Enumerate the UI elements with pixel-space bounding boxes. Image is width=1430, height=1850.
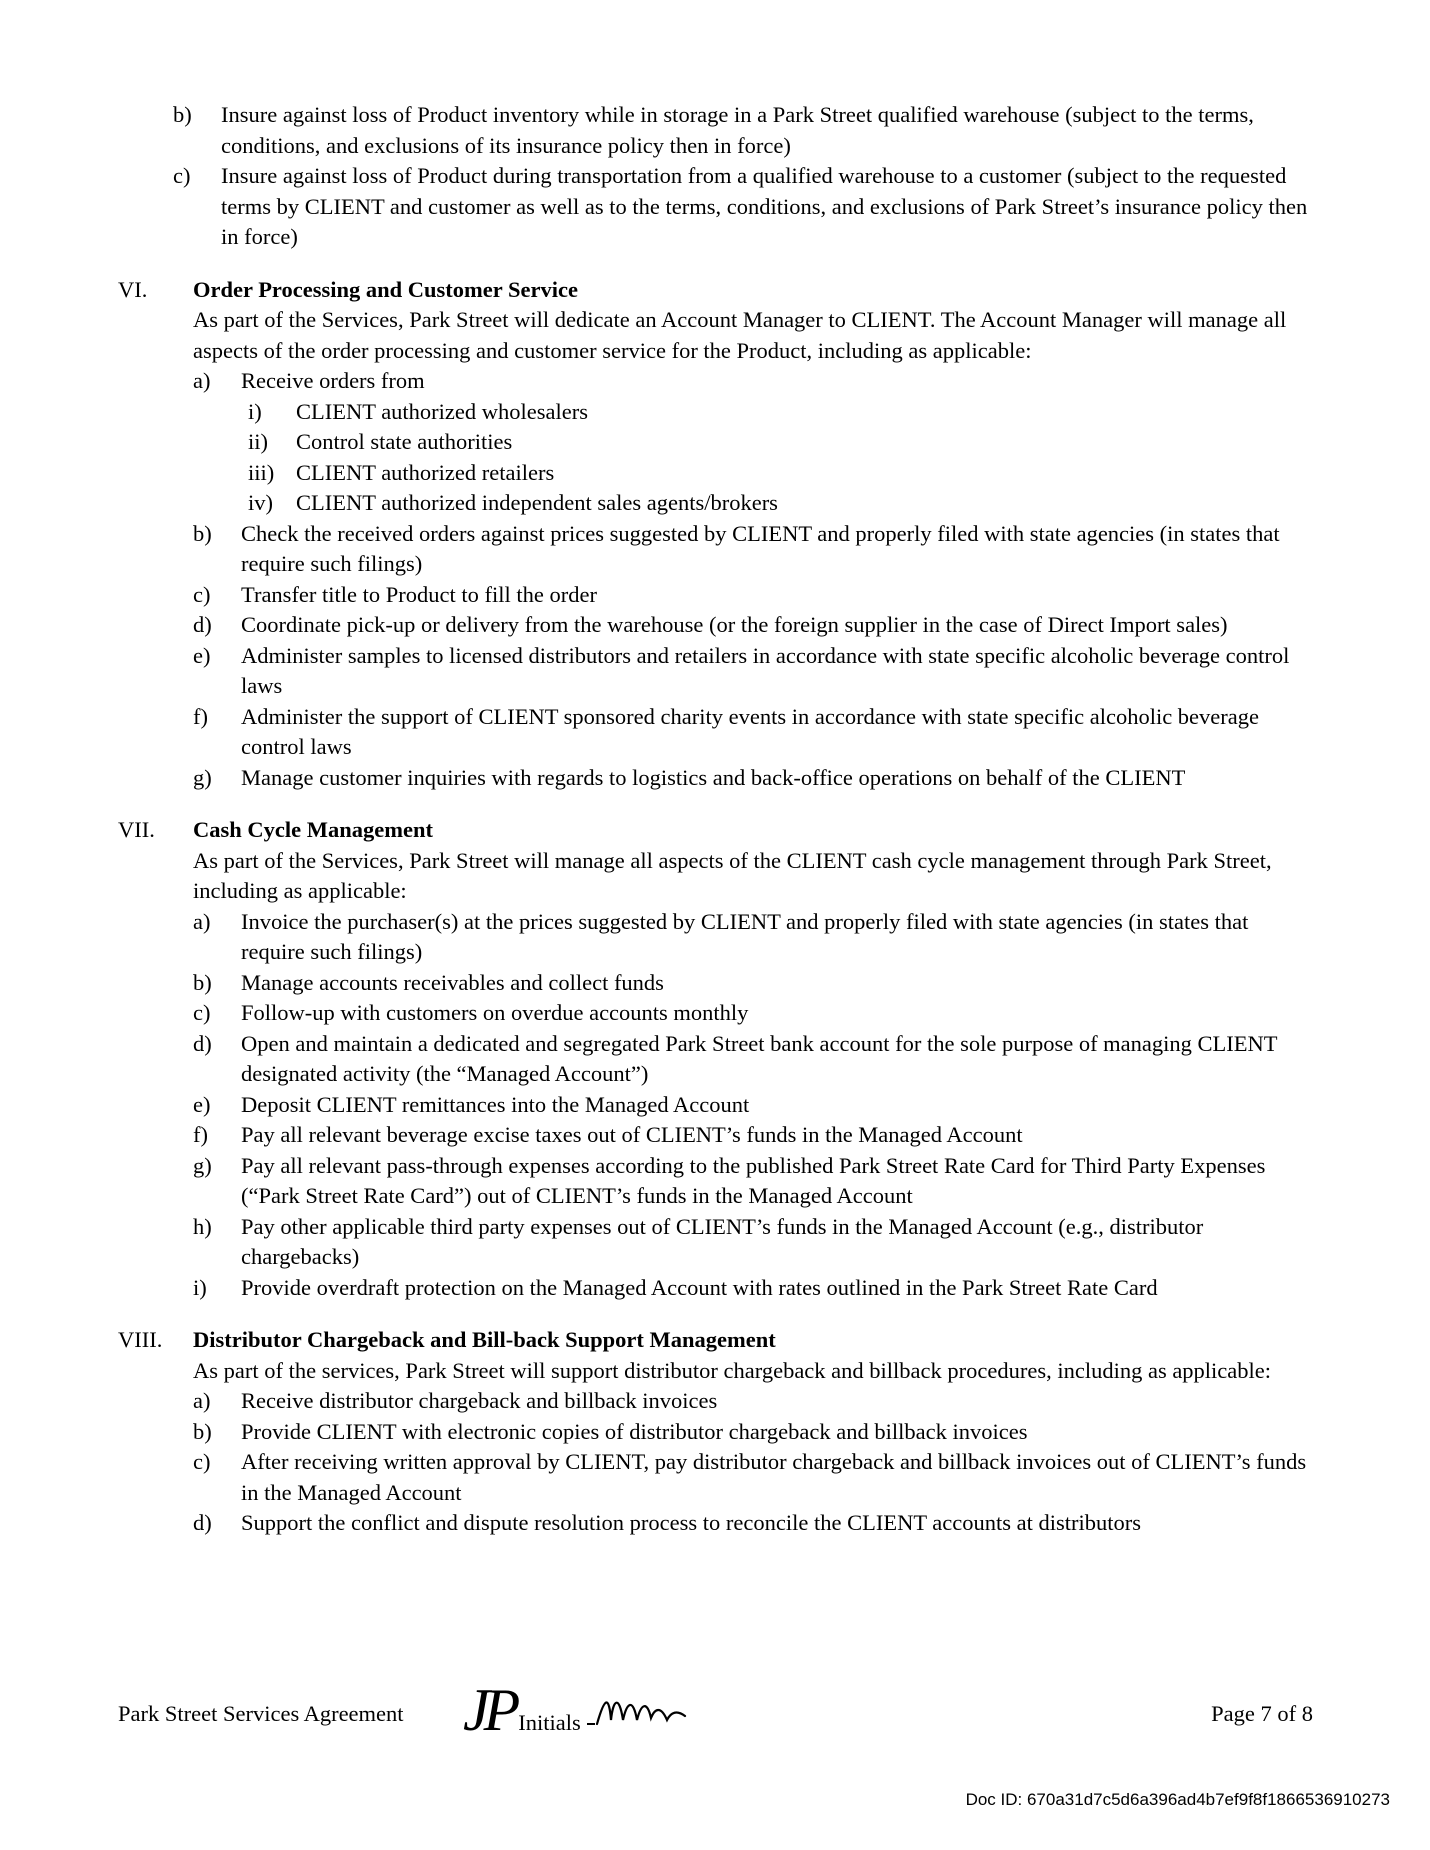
list-item — [193, 641, 1313, 702]
continued-list — [118, 100, 1313, 253]
section-body — [193, 815, 1313, 1303]
section-number: VI. — [118, 276, 148, 302]
list-marker: d) — [193, 612, 212, 637]
list-text: Coordinate pick-up or delivery from the warehouse (or the foreign supplier in the case of Direct Import sales) — [241, 612, 1228, 637]
section-cash-cycle — [118, 815, 1313, 1303]
sub-list-item — [248, 488, 1313, 519]
list-text: Receive orders from — [241, 368, 425, 393]
list-text: Transfer title to Product to fill the order — [241, 581, 597, 607]
list-item — [193, 580, 1313, 611]
sub-list-marker: iv) — [248, 490, 273, 515]
list-text: Manage customer inquiries with regards to logistics and back-office operations on behalf of the CLIENT — [241, 764, 1186, 790]
initials-block — [463, 1677, 695, 1743]
list-text: Provide overdraft protection on the Managed Account with rates outlined in the Park Street Rate Card — [241, 1274, 1158, 1300]
section-number: VII. — [118, 817, 155, 842]
initials-label: Initials — [518, 1710, 581, 1735]
list-marker: d) — [193, 1510, 212, 1535]
sub-list-item — [248, 458, 1313, 489]
list-marker: i) — [193, 1274, 207, 1300]
list-item — [193, 907, 1313, 968]
list-item — [193, 702, 1313, 763]
section-body — [193, 1325, 1313, 1539]
signature-icon — [585, 1690, 695, 1730]
sub-list-marker: i) — [248, 398, 262, 424]
list-marker: d) — [193, 1030, 212, 1056]
list-marker: b) — [193, 969, 212, 995]
list-item — [193, 1029, 1313, 1090]
list-item — [193, 1447, 1313, 1508]
list-text: Manage accounts receivables and collect funds — [241, 969, 664, 995]
list-item — [173, 100, 1313, 161]
section-order-processing — [118, 275, 1313, 794]
list-text: After receiving written approval by CLIENT, pay distributor chargeback and billback invoices out of CLIENT’s funds in the Managed Account — [241, 1449, 1307, 1505]
list-text: Deposit CLIENT remittances into the Managed Account — [241, 1091, 750, 1117]
list-item — [193, 1386, 1313, 1417]
list-item — [193, 1090, 1313, 1121]
sub-list-text: Control state authorities — [296, 429, 513, 454]
list-marker: a) — [193, 1388, 211, 1413]
list-marker: h) — [193, 1213, 212, 1239]
list-text: Insure against loss of Product during transportation from a qualified warehouse to a customer (subject to the requested terms by CLIENT and customer as well as to the terms, conditions, and exclusions of Park Street’s insurance policy then in force) — [221, 163, 1308, 249]
sub-list-text: CLIENT authorized independent sales agents/brokers — [296, 490, 778, 515]
list-marker: b) — [193, 520, 212, 546]
section-intro: As part of the Services, Park Street will manage all aspects of the CLIENT cash cycle management through Park Street, including as applicable: — [193, 847, 1272, 903]
initials-stamp: JP — [463, 1677, 515, 1743]
list-text: Pay all relevant beverage excise taxes out of CLIENT’s funds in the Managed Account — [241, 1122, 1023, 1147]
list-item — [193, 1151, 1313, 1212]
list-item — [193, 1120, 1313, 1151]
list-marker: c) — [193, 1000, 211, 1025]
list-text: Administer the support of CLIENT sponsored charity events in accordance with state specific alcoholic beverage control laws — [241, 703, 1259, 759]
sub-list-marker: iii) — [248, 459, 275, 485]
sub-list-text: CLIENT authorized wholesalers — [296, 398, 588, 424]
doc-id: Doc ID: 670a31d7c5d6a396ad4b7ef9f8f1866536910273 — [965, 1790, 1390, 1809]
footer-page-number: Page 7 of 8 — [1211, 1701, 1313, 1726]
list-item — [173, 161, 1313, 253]
sub-list-text: CLIENT authorized retailers — [296, 459, 555, 485]
list-item — [193, 763, 1313, 794]
list-marker: g) — [193, 764, 212, 790]
page-content — [118, 100, 1313, 1539]
section-intro: As part of the services, Park Street will support distributor chargeback and billback procedures, including as applicable: — [193, 1357, 1272, 1383]
section-distributor-chargeback — [118, 1325, 1313, 1539]
list-marker: a) — [193, 368, 211, 393]
list-marker: f) — [193, 703, 208, 729]
list-text: Support the conflict and dispute resolution process to reconcile the CLIENT accounts at distributors — [241, 1510, 1141, 1535]
list-text: Insure against loss of Product inventory while in storage in a Park Street qualified warehouse (subject to the terms, conditions, and exclusions of its insurance policy then in force) — [221, 102, 1254, 158]
list-text: Pay all relevant pass-through expenses according to the published Park Street Rate Card for Third Party Expenses (“Park Street Rate Card”) out of CLIENT’s funds in the Managed Account — [241, 1152, 1266, 1208]
list-item — [193, 968, 1313, 999]
list-marker: c) — [193, 1449, 211, 1474]
section-intro: As part of the Services, Park Street will dedicate an Account Manager to CLIENT. The Account Manager will manage all aspects of the order processing and customer service for the Product, including as applicable: — [193, 307, 1287, 363]
list-item — [193, 1273, 1313, 1304]
footer-agreement-title: Park Street Services Agreement — [118, 1701, 404, 1726]
list-marker: e) — [193, 642, 211, 668]
list-text: Provide CLIENT with electronic copies of distributor chargeback and billback invoices — [241, 1418, 1028, 1444]
list-marker: f) — [193, 1122, 208, 1147]
section-title: Distributor Chargeback and Bill-back Support Management — [193, 1327, 776, 1352]
list-text: Administer samples to licensed distributors and retailers in accordance with state specific alcoholic beverage control laws — [241, 642, 1290, 698]
list-marker: c) — [193, 581, 211, 607]
list-text: Check the received orders against prices suggested by CLIENT and properly filed with state agencies (in states that require such filings) — [241, 520, 1280, 576]
list-marker: g) — [193, 1152, 212, 1178]
section-title: Cash Cycle Management — [193, 817, 433, 842]
list-item — [193, 519, 1313, 580]
list-text: Pay other applicable third party expenses out of CLIENT’s funds in the Managed Account (e.g., distributor chargebacks) — [241, 1213, 1204, 1269]
list-marker: c) — [173, 163, 191, 188]
sub-list-marker: ii) — [248, 429, 268, 454]
section-title: Order Processing and Customer Service — [193, 276, 578, 302]
list-marker: a) — [193, 908, 211, 934]
list-item — [193, 1417, 1313, 1448]
list-item — [193, 366, 1313, 397]
list-text: Open and maintain a dedicated and segregated Park Street bank account for the sole purpose of managing CLIENT designated activity (the “Managed Account”) — [241, 1030, 1278, 1086]
list-marker: e) — [193, 1091, 211, 1117]
sub-list-item — [248, 427, 1313, 458]
list-text: Receive distributor chargeback and billback invoices — [241, 1388, 718, 1413]
section-number: VIII. — [118, 1327, 163, 1352]
list-item — [193, 1212, 1313, 1273]
list-item — [193, 998, 1313, 1029]
list-item — [193, 1508, 1313, 1539]
section-body — [193, 275, 1313, 794]
list-marker: b) — [193, 1418, 212, 1444]
list-text: Follow-up with customers on overdue accounts monthly — [241, 1000, 749, 1025]
list-marker: b) — [173, 102, 192, 127]
sub-list-item — [248, 397, 1313, 428]
page-footer — [118, 1677, 1313, 1746]
list-text: Invoice the purchaser(s) at the prices suggested by CLIENT and properly filed with state agencies (in states that require such filings) — [241, 908, 1249, 964]
list-item — [193, 610, 1313, 641]
